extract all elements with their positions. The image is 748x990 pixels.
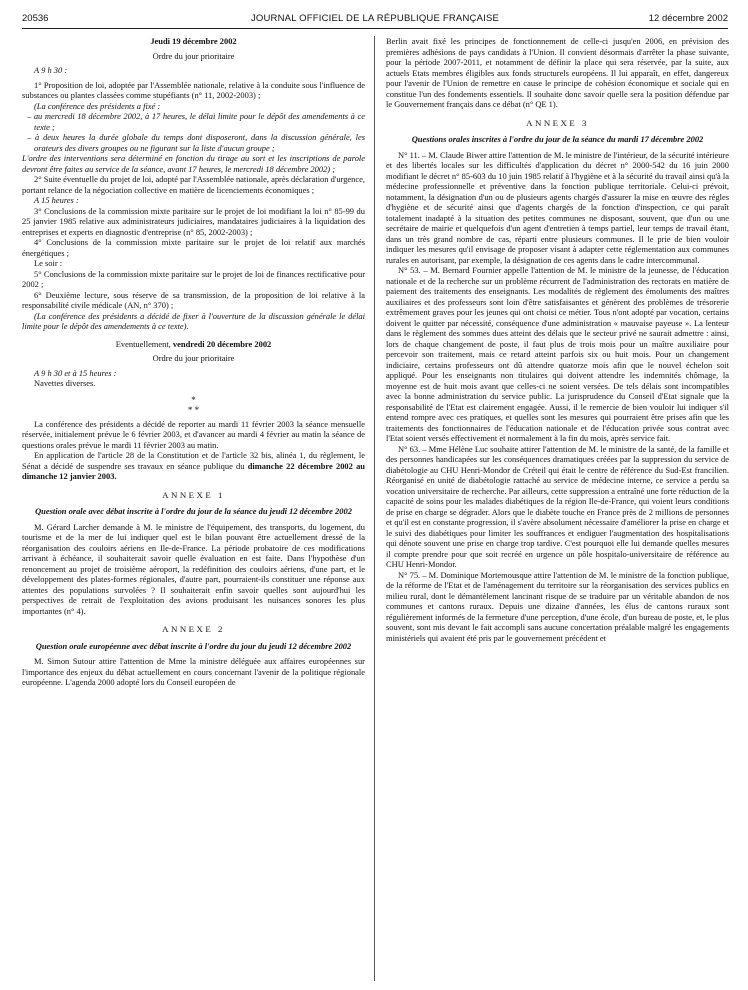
time-15: A 15 heures : — [34, 195, 79, 205]
issue-date: 12 décembre 2002 — [648, 13, 728, 24]
left-column — [22, 36, 365, 688]
conference-fixed: (La conférence des présidents a fixé : — [34, 100, 161, 111]
column-separator — [374, 36, 375, 981]
journal-title: JOURNAL OFFICIEL DE LA RÉPUBLIQUE FRANÇAISE — [250, 13, 500, 24]
agenda-item-5: 5° Conclusions de la commission mixte paritaire sur le projet de loi de finances rectificative pour 2002 ; — [22, 268, 365, 289]
right-column — [386, 36, 729, 643]
conference-decided: (La conférence des présidents a décidé de fixer à l'ouverture de la discussion générale le délai limite pour le dépôt des amendements à ce texte). — [22, 310, 365, 331]
annex-1-body: M. Gérard Larcher demande à M. le ministre de l'équipement, des transports, du logement, du tourisme et de la mer de lui indiquer quel est le bilan pouvant être actuellement dressé de la réorganisation des couloirs aériens en Ile-de-France. La période probatoire de ces modifications arrivant à échéance, il souhaiterait savoir quelle évaluation en est faite. Dans l'hypothèse d'un renoncement au projet de troisième aéroport, la redéfinition des couloirs aériens, d'une part, et le développement des plates-formes régionales, d'autre part, pourraient-ils constituer une réponse aux attentes des populations survolées ? Il souhaiterait enfin savoir quelles sont aujourd'hui les perspectives de retrait de l'exploitation des avions produisant les nuisances sonores les plus importantes (n° 4). — [22, 521, 365, 616]
agenda-item-4: 4° Conclusions de la commission mixte paritaire sur le projet de loi relatif aux marchés énergétiques ; — [22, 237, 365, 258]
navettes: Navettes diverses. — [34, 378, 96, 388]
agenda-item-3: 3° Conclusions de la commission mixte paritaire sur le projet de loi modifiant la loi n° 85-99 du 25 janvier 1985 relative aux administrateurs judiciaires, mandataires judiciaires à la liquidation des entreprises et experts en diagnostic d'entreprise (n° 85, 2002-2003) ; — [22, 205, 365, 237]
annex-3-title: Questions orales inscrites à l'ordre du jour de la séance du mardi 17 décembre 2002 — [411, 134, 704, 144]
conference-bullet-2: – à deux heures la durée globale du temps dont disposeront, dans la discussion générale, les orateurs des divers groupes ou ne figurant sur la liste d'aucun groupe ; — [27, 132, 365, 153]
day2-order: Ordre du jour prioritaire — [152, 353, 235, 363]
question-75: N° 75. – M. Dominique Mortemousque attire l'attention de M. le ministre de la fonction publique, de la réforme de l'Etat et de l'aménagement du territoire sur la réorganisation des services publics en milieu rural, dont le démantèlement lancinant risque de se traduire par un véritable abandon de nos communes et cantons ruraux. Depuis une dizaine d'années, les élus de cantons ruraux sont régulièrement informés de la fermeture d'une perception, d'une école, d'un bureau de poste, et, le plus souvent, sont mis devant le fait accompli sans aucune concertation préalable malgré les engagements ministériels qui avaient été pris par le gouvernement précédent et — [386, 569, 729, 643]
page-number: 20536 — [22, 13, 49, 24]
section-stars: * * * — [187, 394, 200, 415]
para-report: La conférence des présidents a décidé de reporter au mardi 11 février 2003 la séance mensuelle réservée, initialement prévue le 6 février 2003, et d'avancer au mardi 4 février au matin la séance de questions orales prévue le mardi 11 février 2003 au matin. — [22, 418, 365, 450]
day1-order: Ordre du jour prioritaire — [152, 50, 235, 61]
evening-label: Le soir : — [34, 258, 63, 268]
annex-1-title: Question orale avec débat inscrite à l'ordre du jour de la séance du jeudi 12 décembre 2002 — [35, 506, 352, 516]
time-930-15: A 9 h 30 et à 15 heures : — [34, 367, 117, 378]
annex-1-heading: ANNEXE 1 — [162, 489, 225, 500]
question-63: N° 63. – Mme Hélène Luc souhaite attirer l'attention de M. le ministre de la santé, de la famille et des personnes handicapées sur les conséquences dramatiques créées par la suppression du service de diabétologie au CHU Henri-Mondor de Créteil qui était le centre de référence du Sud-Est francilien. Réorganisé en unité de diabétologie rattaché au service de médecine interne, ce service a perdu sa vocation universitaire de recherche. Par ailleurs, cette suppression a entraîné une forte réduction de la capacité de soins pour les malades diabétiques de la région Ile-de-France, qui voient leurs conditions de prise en charge se dégrader. Alors que le diabète touche en France près de 2 millions de personnes et qu'il est en constante progression, il s'avère absolument nécessaire d'améliorer la prise en charge et le suivi des diabétiques pour limiter les souffrances et endiguer l'augmentation des hospitalisations qui dénote souvent une prise en charge trop tardive. C'est pourquoi elle lui demande quelles mesures il compte prendre pour que soit recréé en urgence un pôle hospitalo-universitaire de référence au CHU Henri-Mondor. — [386, 443, 729, 569]
annex-3-heading: ANNEXE 3 — [526, 117, 589, 128]
day2-title: Eventuellement, vendredi 20 décembre 2002 — [115, 338, 272, 349]
conference-bullet-1: – au mercredi 18 décembre 2002, à 17 heures, le délai limite pour le dépôt des amendements à ce texte ; — [27, 111, 365, 132]
question-11: N° 11. – M. Claude Biwer attire l'attention de M. le ministre de l'intérieur, de la sécurité intérieure et des libertés locales sur les difficultés d'application du décret n° 2000-542 du 16 juin 2000 modifiant le décret n° 85-603 du 10 juin 1985 relatif à l'hygiène et à la sécurité du travail ainsi qu'à la médecine professionnelle et préventive dans la fonction publique territoriale. Celui-ci prévoit, notamment, la désignation d'un ou de plusieurs agents chargés d'assurer la mise en œuvre des règles d'hygiène et de sécurité ainsi que d'agents chargés de la fonction d'inspection, ce qui paraît totalement inadapté à la situation des petites communes ne disposant, souvent, que d'un ou une secrétaire de mairie et quelquefois d'un agent d'entretien à temps partiel, leur temps de travail étant, dans un très grand nombre de cas, réparti entre plusieurs communes. Il le prie de bien vouloir indiquer les mesures qu'il envisage de proposer visant à adapter cette réglementation aux communes rurales en autorisant, par exemple, la désignation de ces agents dans le cadre intercommunal. — [386, 149, 729, 265]
page-header — [22, 9, 728, 29]
para-application: En application de l'article 28 de la Constitution et de l'article 32 bis, alinéa 1, du règlement, le Sénat a décidé de suspendre ses travaux en séance publique du dimanche 22 décembre 2002 au dimanche 12 janvier 2003. — [22, 450, 365, 481]
annex-2-continuation: Berlin avait fixé les principes de fonctionnement de celle-ci jusqu'en 2006, en prévision des premières adhésions de pays candidats à l'Union. Il convient désormais d'arrêter la phase suivante, pour la période 2007-2011, et notamment de définir la place qui sera réservée, par la suite, aux actuels Etats membres éligibles aux fonds structurels européens. Il lui apparaît, en effet, dangereux pour l'avenir de l'Union de remettre en cause le principe de cohésion économique et sociale qui en constitue l'un des fondements essentiels. Il souhaite donc savoir quelle sera la position défendue par le Gouvernement français dans ce débat (n° QE 1). — [386, 36, 729, 109]
annex-2-heading: ANNEXE 2 — [162, 624, 225, 634]
day1-title: Jeudi 19 décembre 2002 — [150, 36, 237, 46]
agenda-item-1: 1° Proposition de loi, adoptée par l'Assemblée nationale, relative à la conduite sous l'influence de substances ou plantes classées comme stupéfiants (n° 11, 2002-2003) ; — [22, 79, 365, 100]
annex-2-title: Question orale européenne avec débat inscrite à l'ordre du jour du jeudi 12 décembre 2002 — [35, 640, 352, 651]
time-930: A 9 h 30 : — [34, 65, 68, 75]
agenda-item-2: 2° Suite éventuelle du projet de loi, adopté par l'Assemblée nationale, après déclaration d'urgence, portant relance de la négociation collective en matière de licenciements économiques ; — [22, 174, 365, 195]
order-interventions: L'ordre des interventions sera déterminé en fonction du tirage au sort et les inscriptions de parole devront être faites au service de la séance, avant 17 heures, le mercredi 18 décembre 2002) ; — [22, 153, 365, 174]
agenda-item-6: 6° Deuxième lecture, sous réserve de sa transmission, de la proposition de loi relative à la responsabilité civile médicale (AN, n° 370) ; — [22, 289, 365, 310]
question-53: N° 53. – M. Bernard Fournier appelle l'attention de M. le ministre de la jeunesse, de l'éducation nationale et de la recherche sur un problème récurrent de l'administration des rectorats en matière de paiement des traitements des enseignants. Les modalités de règlement des émoluments des maîtres auxiliaires et des professeurs sont loin d'être satisfaisantes et génèrent des problèmes de trésorerie extrêmement graves pour les jeunes qui ont choisi ce métier. Tous n'ont adopté par vocation, certains doivent le quitter par nécessité, conséquence d'une administration « mauvaise payeuse ». La lenteur dans le règlement des sommes dues atteint des délais que le secteur privé ne saurait admettre : ainsi, lors de chaque changement de poste, il faut plus de trois mois pour un maître auxiliaire pour percevoir son traitement, mais ce retard atteint parfois six ou huit mois. Pour un changement indiciaire, certains professeurs ont dû attendre quatorze mois afin que le nouvel échelon soit appliqué. Pour les enseignants non titulaires qui doivent attendre les indemnités chômage, la moyenne est de huit mois avant que celles-ci ne soient versées. De tels délais sont incompatibles avec la bonne administration du service public. La jurisprudence du Conseil d'Etat signale que la responsabilité de l'Etat est clairement engagée. Aussi, il le remercie de bien vouloir lui indiquer s'il entend rompre avec ces pratiques, et quelles sont les mesures qui pourraient être prises afin que les traitements des fonctionnaires de l'éducation nationale et de l'éducation privée sous contrat avec l'Etat soient versés effectivement et normalement à la fin du mois, après service fait. — [386, 265, 729, 443]
annex-2-body: M. Simon Sutour attire l'attention de Mme la ministre déléguée aux affaires européennes sur l'importance des enjeux du débat actuellement en cours concernant l'avenir de la politique régionale européenne. L'agenda 2000 adopté lors du Conseil européen de — [22, 656, 365, 687]
header-rule — [22, 28, 728, 29]
